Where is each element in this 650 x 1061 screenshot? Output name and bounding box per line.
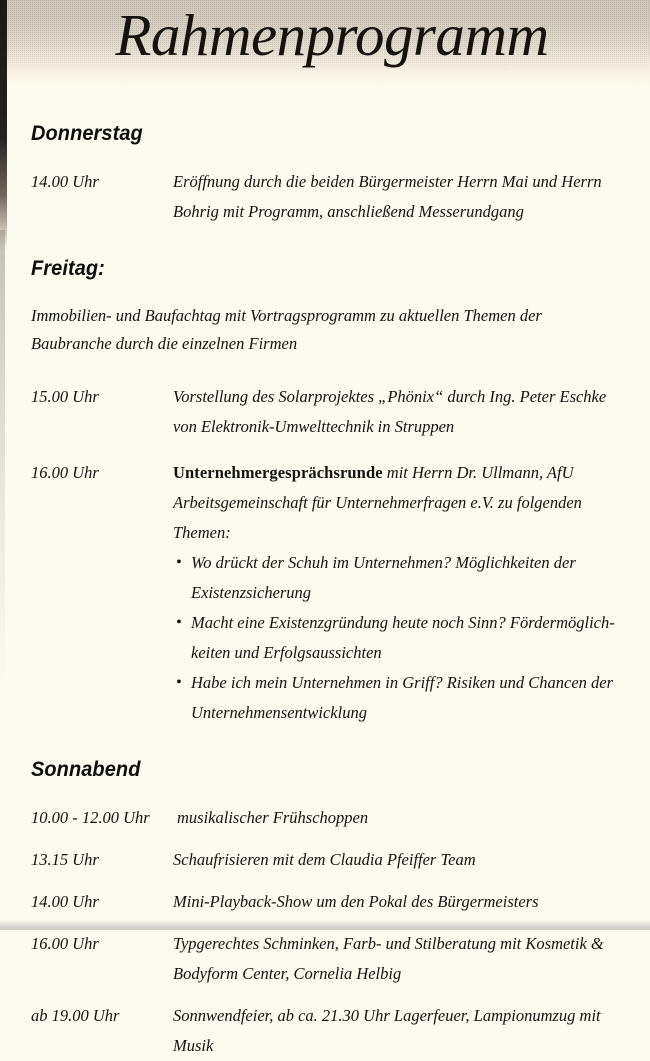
schedule-row [31, 382, 650, 442]
schedule-row [31, 458, 650, 728]
section-heading-sonnabend: Sonnabend [31, 758, 141, 781]
spacer [0, 917, 650, 929]
row-description: Sonnwendfeier, ab ca. 21.30 Uhr Lagerfeuer, Lampionumzug mit Musik [173, 1006, 601, 1055]
schedule-row [31, 1001, 650, 1061]
spacer [0, 290, 650, 302]
schedule-row [31, 929, 650, 989]
bullet-icon: • [176, 554, 182, 571]
list-item-label: Macht eine Existenzgründung heute noch Sinn? Fördermöglichkeiten und Erfolgsaussichten [191, 613, 615, 662]
list-item-label: Wo drückt der Schuh im Unternehmen? Möglichkeiten der Existenzsicherung [191, 553, 576, 602]
spacer [0, 728, 650, 758]
row-description-text: mit Herrn Dr. Ullmann, AfU Arbeitsgemeinschaft für Unternehmerfragen e.V. zu folgenden Themen: [173, 463, 582, 542]
row-time: 14.00 Uhr [31, 172, 99, 191]
row-description: Eröffnung durch die beiden Bürgermeister Herrn Mai und Herrn Bohrig mit Programm, anschließend Messerundgang [173, 172, 602, 221]
spacer [0, 791, 650, 803]
row-description [173, 458, 626, 728]
spacer [0, 989, 650, 1001]
section-sonnabend [0, 758, 650, 1061]
schedule-row [31, 803, 650, 833]
spacer [0, 875, 650, 887]
schedule-row [31, 167, 650, 227]
spacer [0, 442, 650, 458]
row-description: Mini-Playback-Show um den Pokal des Bürgermeisters [173, 892, 539, 911]
section-heading-donnerstag: Donnerstag [31, 122, 143, 145]
page-title: Rahmenprogramm [115, 2, 549, 68]
topic-list [173, 548, 626, 728]
list-item [173, 608, 626, 668]
row-description: musikalischer Frühschoppen [177, 808, 369, 827]
list-item [173, 548, 626, 608]
list-item [173, 668, 626, 728]
bullet-icon: • [176, 674, 182, 691]
row-time: 10.00 - 12.00 Uhr [31, 808, 150, 827]
spacer [0, 227, 650, 257]
section-freitag [0, 257, 650, 728]
schedule-row [31, 845, 650, 875]
schedule-row [31, 887, 650, 917]
section-donnerstag [0, 122, 650, 227]
row-time: 16.00 Uhr [31, 934, 99, 953]
spacer [0, 88, 650, 122]
spacer [0, 358, 650, 382]
spacer [0, 833, 650, 845]
row-description: Schaufrisieren mit dem Claudia Pfeiffer Team [173, 850, 476, 869]
program-content [0, 88, 650, 1061]
row-time: 16.00 Uhr [31, 463, 99, 482]
row-time: 13.15 Uhr [31, 850, 99, 869]
row-description-emphasis: Unternehmergesprächsrunde [173, 463, 383, 482]
spacer [0, 155, 650, 167]
section-intro-note: Immobilien- und Baufachtag mit Vortragsprogramm zu aktuellen Themen der Baubranche durch die einzelnen Firmen [31, 306, 542, 353]
bullet-icon: • [176, 614, 182, 631]
row-description: Typgerechtes Schminken, Farb- und Stilberatung mit Kosmetik & Bodyform Center, Cornelia Helbig [173, 934, 604, 983]
list-item-label: Habe ich mein Unternehmen in Griff? Risiken und Chancen der Unternehmensentwicklung [191, 673, 614, 722]
section-heading-freitag: Freitag: [31, 257, 105, 280]
row-description: Vorstellung des Solarprojektes „Phönix“ durch Ing. Peter Eschke von Elektronik-Umwelttechnik in Struppen [173, 387, 607, 436]
row-time: 15.00 Uhr [31, 387, 99, 406]
row-time: ab 19.00 Uhr [31, 1006, 120, 1025]
row-time: 14.00 Uhr [31, 892, 99, 911]
